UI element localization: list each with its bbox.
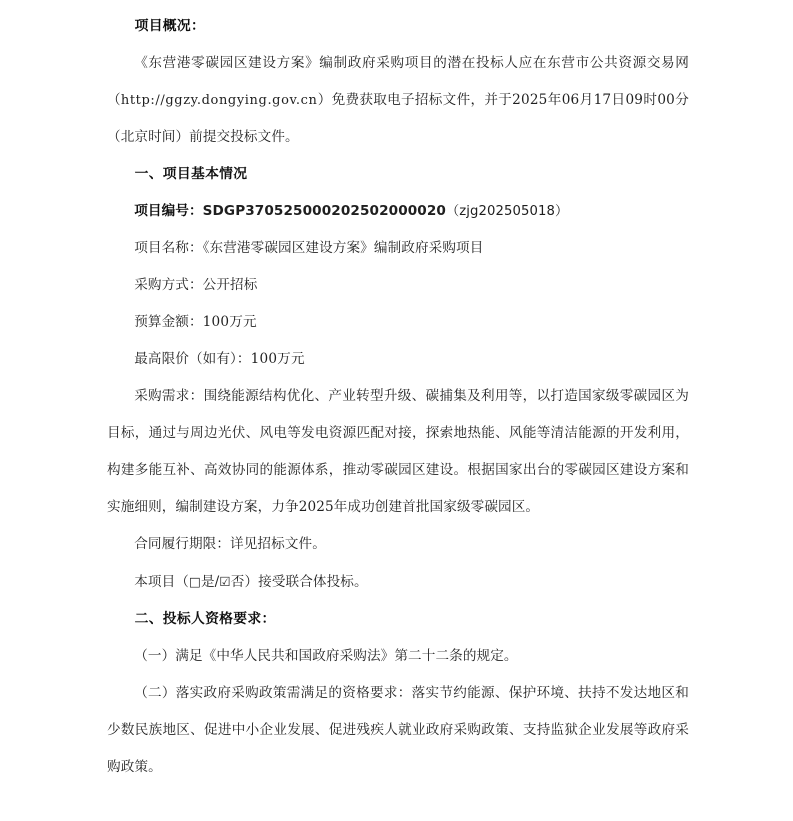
field-label-procurement-requirement: 采购需求： bbox=[134, 388, 204, 404]
field-project-number bbox=[107, 193, 689, 230]
checkbox-checked-icon[interactable]: ☑ bbox=[219, 574, 231, 589]
field-value-contract-term: 详见招标文件。 bbox=[230, 536, 326, 552]
field-value-price-ceiling: 100万元 bbox=[250, 351, 305, 367]
field-budget-amount bbox=[107, 304, 689, 341]
field-project-name bbox=[107, 230, 689, 267]
field-value-project-name: 《东营港零碳园区建设方案》编制政府采购项目 bbox=[202, 240, 484, 256]
field-label-contract-term: 合同履行期限： bbox=[134, 536, 231, 552]
consortium-yes-label: 是 bbox=[200, 574, 215, 590]
qualification-item-1: （一）满足《中华人民共和国政府采购法》第二十二条的规定。 bbox=[134, 648, 518, 664]
field-value-budget-amount: 100万元 bbox=[202, 314, 257, 330]
field-consortium-bidding bbox=[107, 563, 689, 601]
field-label-project-name: 项目名称： bbox=[134, 240, 203, 256]
consortium-separator: / bbox=[214, 574, 220, 590]
field-value-project-number-suffix: （zjg202505018） bbox=[445, 204, 569, 219]
field-label-price-ceiling: 最高限价（如有）： bbox=[134, 351, 251, 367]
overview-intro-after-url: ）免费获取电子招标文件，并于 bbox=[317, 92, 513, 108]
bid-submission-deadline: 2025年06月17日09时00分 bbox=[512, 92, 689, 108]
field-label-project-number: 项目编号： bbox=[134, 203, 203, 219]
field-label-procurement-method: 采购方式： bbox=[134, 277, 203, 293]
field-value-project-number: SDGP370525000202502000020 bbox=[202, 203, 446, 219]
section-one-heading: 一、项目基本情况 bbox=[134, 166, 248, 182]
overview-heading: 项目概况： bbox=[134, 18, 206, 34]
overview-paragraph bbox=[107, 45, 689, 156]
consortium-prefix: 本项目（ bbox=[134, 574, 189, 590]
consortium-suffix: ）接受联合体投标。 bbox=[244, 574, 368, 590]
field-value-procurement-method: 公开招标 bbox=[202, 277, 258, 293]
document-body bbox=[107, 8, 689, 786]
field-label-budget-amount: 预算金额： bbox=[134, 314, 203, 330]
field-procurement-requirement bbox=[107, 378, 689, 526]
field-procurement-method bbox=[107, 267, 689, 304]
overview-intro-tail: （北京时间）前提交投标文件。 bbox=[107, 129, 299, 145]
procurement-website-url: http://ggzy.dongying.gov.cn bbox=[120, 93, 318, 108]
section-two-heading: 二、投标人资格要求： bbox=[134, 611, 276, 627]
field-value-procurement-requirement: 围绕能源结构优化、产业转型升级、碳捕集及利用等，以打造国家级零碳园区为目标，通过与周边光伏、风电等发电资源匹配对接，探索地热能、风能等清洁能源的开发利用，构建多能互补、高效协同的能源体系，推动零碳园区建设。根据国家出台的零碳园区建设方案和实施细则，编制建设方案，力争2025年成功创建首批国家级零碳园区。 bbox=[107, 388, 689, 515]
field-contract-term bbox=[107, 526, 689, 563]
field-price-ceiling bbox=[107, 341, 689, 378]
overview-intro-before-url: 《东营港零碳园区建设方案》编制政府采购项目的潜在投标人应在东营市公共资源交易网（ bbox=[107, 55, 689, 108]
qualification-item-2: （二）落实政府采购政策需满足的资格要求：落实节约能源、保护环境、扶持不发达地区和少数民族地区、促进中小企业发展、促进残疾人就业政府采购政策、支持监狱企业发展等政府采购政策。 bbox=[107, 685, 689, 775]
consortium-no-label: 否 bbox=[230, 574, 245, 590]
checkbox-unchecked-icon[interactable]: □ bbox=[188, 574, 201, 589]
